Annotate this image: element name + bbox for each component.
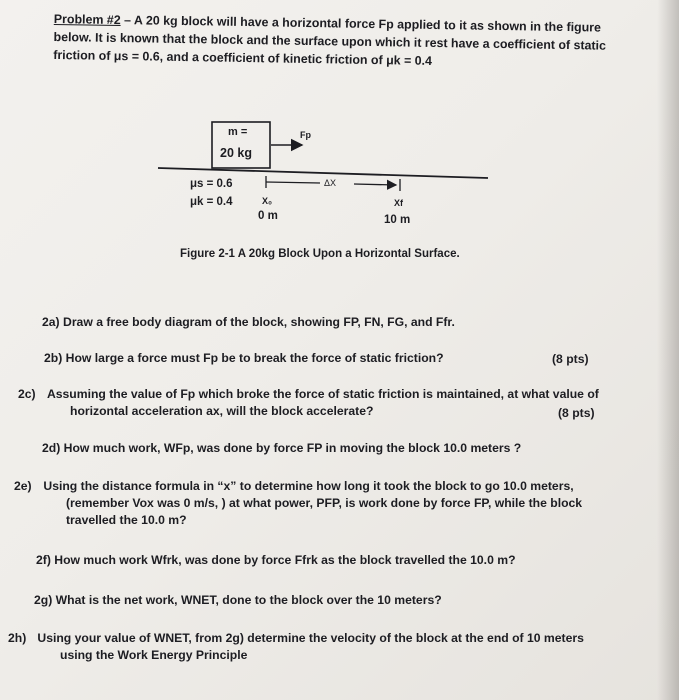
question-2g bbox=[34, 592, 604, 609]
question-2d bbox=[42, 440, 602, 457]
question-text: How much work, WFp, was done by force FP in moving the block 10.0 meters ? bbox=[63, 441, 522, 455]
dx-line-left bbox=[266, 182, 320, 183]
surface-line bbox=[158, 168, 488, 178]
question-label: 2f) bbox=[36, 553, 51, 567]
figure-drawing bbox=[150, 110, 510, 270]
question-2c: 2c) Assuming the value of Fp which broke the force of static friction is maintained, at what value of horizontal acceleration ax, will the block accelerate? bbox=[18, 387, 599, 418]
force-label: Fp bbox=[300, 130, 311, 140]
figure-2-1 bbox=[150, 110, 510, 270]
question-text: Assuming the value of Fp which broke the force of static friction is maintained, at what value of horizontal acceleration ax, will the block accelerate? bbox=[46, 387, 599, 418]
question-label: 2d) bbox=[42, 441, 61, 455]
question-text: Using your value of WNET, from 2g) determine the velocity of the block at the end of 10 meters using the Work Energy Principle bbox=[37, 631, 584, 662]
x0-value: 0 m bbox=[258, 210, 278, 222]
figure-caption: Figure 2-1 A 20kg Block Upon a Horizontal Surface. bbox=[180, 248, 460, 260]
question-label: 2a) bbox=[42, 315, 60, 329]
mu-k-label: μk = 0.4 bbox=[190, 196, 233, 208]
delta-x-label: ΔX bbox=[324, 178, 337, 188]
page-shadow bbox=[657, 0, 679, 700]
problem-intro bbox=[53, 10, 614, 73]
intro-line-1: – A 20 kg block will have a horizontal force Fp applied to it as shown in the figure bbox=[120, 13, 602, 35]
question-2h: 2h) Using your value of WNET, from 2g) determine the velocity of the block at the end of 10 meters using the Work Energy Principle bbox=[8, 631, 584, 662]
question-2f bbox=[36, 552, 606, 569]
points-2b: (8 pts) bbox=[552, 352, 589, 366]
question-2a bbox=[42, 314, 602, 331]
mu-s-label: μs = 0.6 bbox=[190, 178, 233, 190]
question-text: How much work Wfrk, was done by force Ffrk as the block travelled the 10.0 m? bbox=[54, 553, 516, 567]
points-2c: (8 pts) bbox=[558, 406, 595, 420]
question-label: 2b) bbox=[44, 351, 63, 365]
question-text: How large a force must Fp be to break the force of static friction? bbox=[65, 351, 444, 365]
question-2e: 2e) Using the distance formula in “x” to determine how long it took the block to go 10.0 meters, (remember Vox was 0 m/s, ) at what power, PFP, is work done by force FP, while the block travelled the 10.0 m? bbox=[14, 479, 583, 527]
mass-value: 20 kg bbox=[220, 146, 252, 160]
question-2b bbox=[44, 350, 544, 367]
question-text: Draw a free body diagram of the block, showing FP, FN, FG, and Ffr. bbox=[63, 315, 455, 329]
problem-title: Problem #2 bbox=[53, 11, 121, 28]
xf-value: 10 m bbox=[384, 214, 411, 226]
mass-label: m = bbox=[228, 126, 248, 138]
question-label: 2g) bbox=[34, 593, 53, 607]
intro-line-3: friction of μs = 0.6, and a coefficient of kinetic friction of μk = 0.4 bbox=[53, 47, 433, 68]
dx-line-right bbox=[354, 184, 396, 185]
xf-label: Xf bbox=[394, 198, 403, 208]
x0-label: X₀ bbox=[262, 196, 273, 206]
intro-line-2: below. It is known that the block and the surface upon which it rest have a coefficient of static bbox=[53, 29, 607, 53]
question-text: What is the net work, WNET, done to the block over the 10 meters? bbox=[55, 593, 442, 607]
question-text: Using the distance formula in “x” to determine how long it took the block to go 10.0 meters, (remember Vox was 0 m/s, ) at what power, PFP, is work done by force FP, while the block travelled the 10.0 m? bbox=[43, 479, 583, 527]
